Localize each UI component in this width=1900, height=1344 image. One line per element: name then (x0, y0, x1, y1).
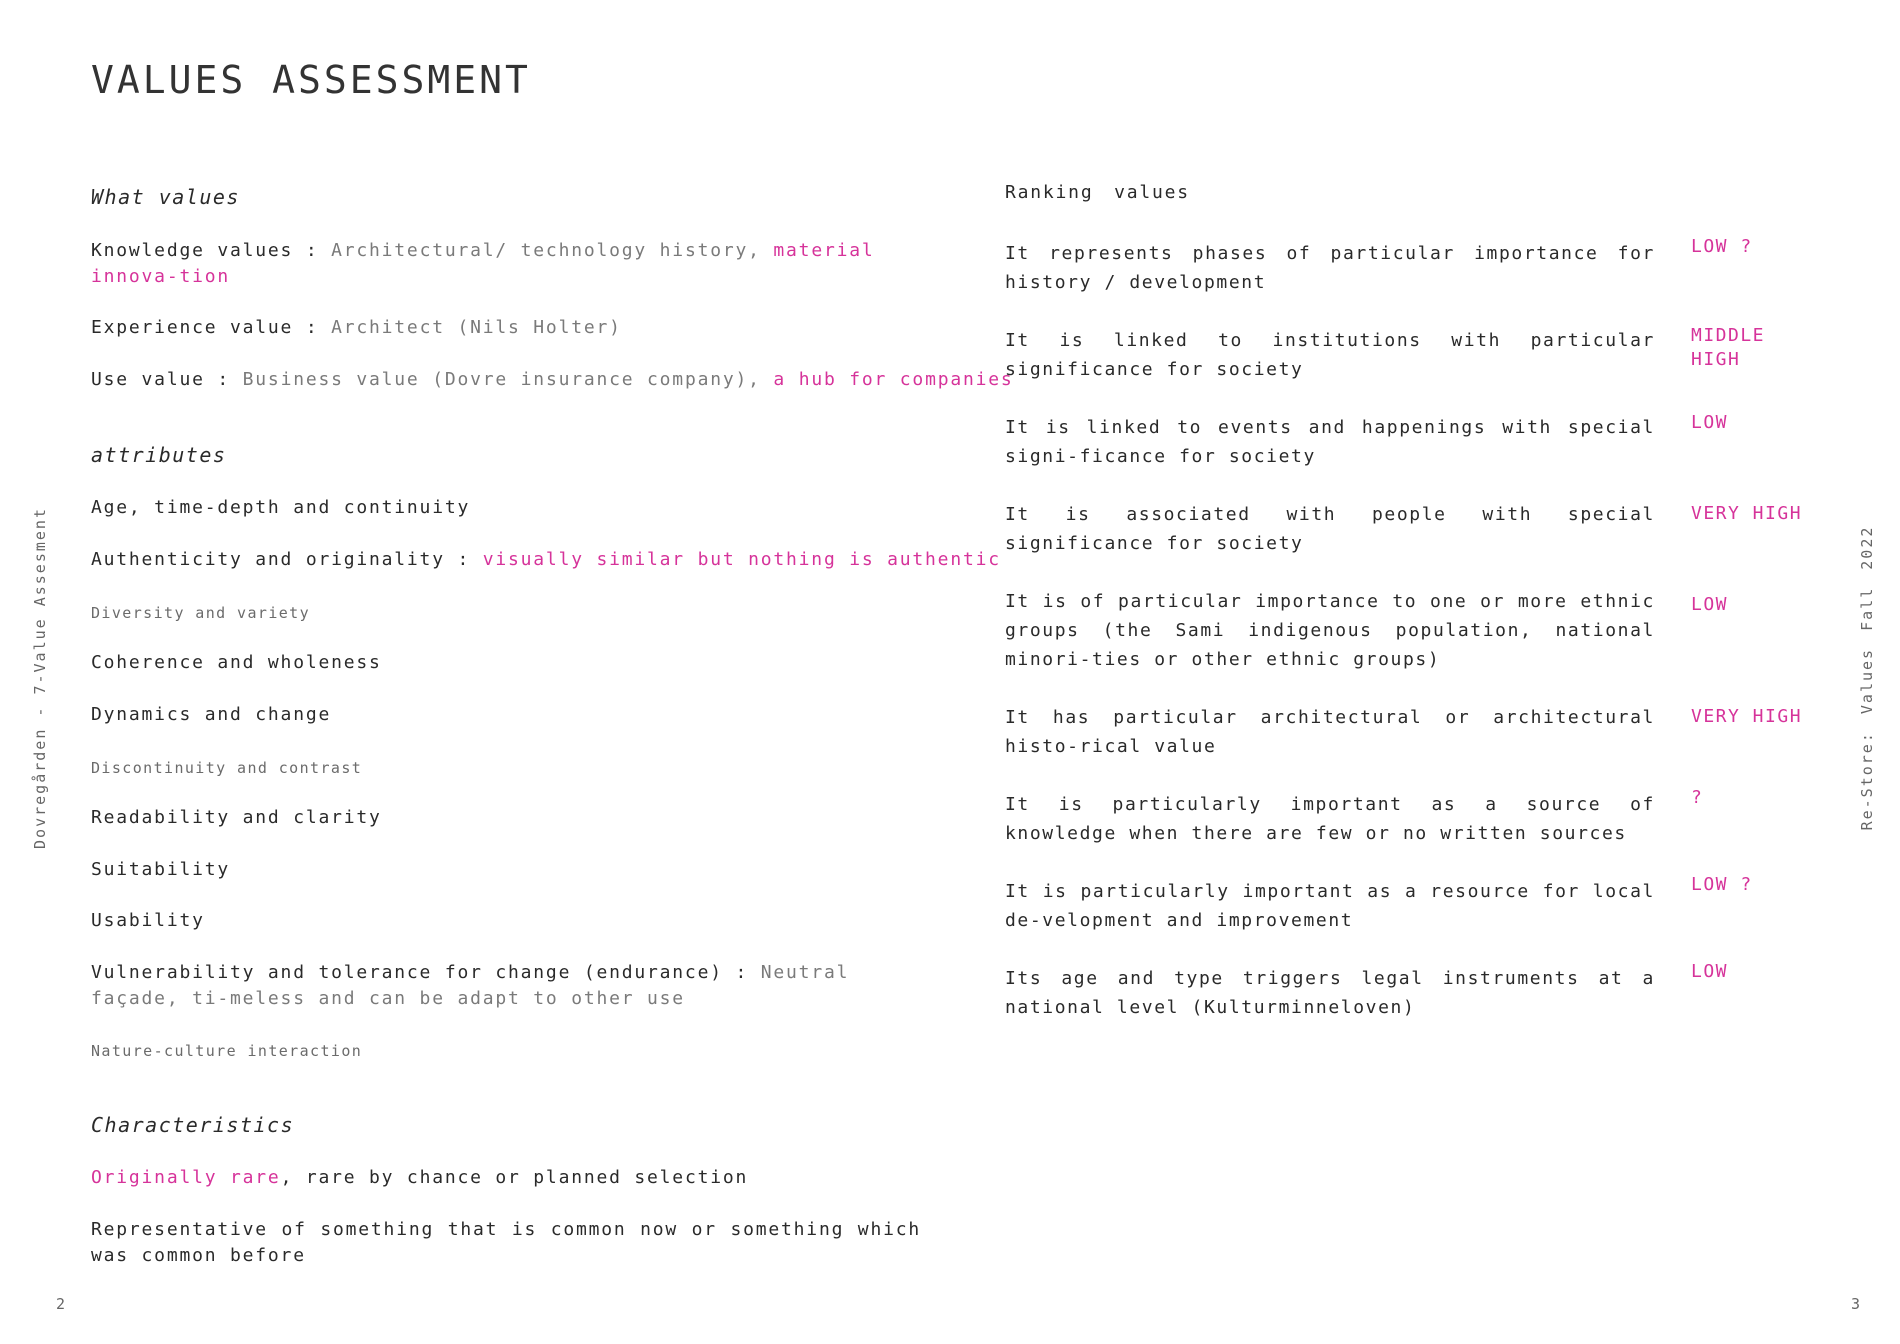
page-number-left: 2 (56, 1295, 66, 1313)
ranking-level: VERY HIGH (1691, 706, 1803, 727)
ranking-level: LOW ? (1691, 874, 1753, 895)
authenticity-label: Authenticity and originality : (91, 549, 471, 570)
ranking-criterion: It is particularly important as a resource for local de-velopment and improvement (1005, 881, 1655, 931)
ranking-level: LOW ? (1691, 236, 1753, 257)
characteristic-representative: Representative of something that is common now or something which was common before (91, 1219, 921, 1266)
vulnerability-label: Vulnerability and tolerance for change (endurance) : (91, 962, 749, 983)
page-number-right: 3 (1851, 1295, 1861, 1313)
side-caption-right: Re-Store: Values Fall 2022 (1858, 525, 1876, 831)
attribute-vulnerability (91, 960, 921, 1012)
attribute-discontinuity: Discontinuity and contrast (91, 759, 363, 777)
ranking-criterion: It represents phases of particular importance for history / development (1005, 243, 1655, 293)
ranking-criterion: It is associated with people with special significance for society (1005, 504, 1655, 554)
ranking-values-heading: Ranking values (1005, 182, 1190, 203)
ranking-criterion: It is linked to institutions with particular significance for society (1005, 330, 1655, 380)
ranking-level: VERY HIGH (1691, 503, 1803, 524)
attribute-readability: Readability and clarity (91, 807, 382, 828)
vulnerability-detail: Neutral façade, ti-meless and can be adapt to other use (91, 962, 850, 1009)
rare-highlight: Originally rare (91, 1167, 281, 1188)
knowledge-values-detail: Architectural/ technology history, (331, 240, 761, 261)
attribute-age: Age, time-depth and continuity (91, 497, 471, 518)
ranking-criterion: It is linked to events and happenings with special signi-ficance for society (1005, 417, 1655, 467)
experience-value-label: Experience value : (91, 317, 319, 338)
attribute-diversity: Diversity and variety (91, 604, 311, 622)
page-title: VALUES ASSESSMENT (91, 58, 531, 102)
ranking-criterion: It has particular architectural or architectural histo-rical value (1005, 707, 1655, 757)
ranking-level: ? (1691, 787, 1704, 808)
ranking-level: MIDDLE HIGH (1691, 325, 1766, 370)
ranking-level: LOW (1691, 412, 1729, 433)
experience-value-detail: Architect (Nils Holter) (331, 317, 622, 338)
authenticity-highlight: visually similar but nothing is authentic (482, 549, 1001, 570)
use-value-line (91, 367, 1014, 393)
characteristics-heading: Characteristics (91, 1113, 295, 1137)
ranking-level: LOW (1691, 594, 1729, 615)
what-values-heading: What values (91, 185, 240, 209)
attributes-heading: attributes (91, 443, 227, 467)
use-value-label: Use value : (91, 369, 231, 390)
experience-value-line (91, 315, 622, 341)
characteristic-rare (91, 1165, 748, 1191)
attribute-authenticity (91, 547, 1001, 573)
side-caption-left: Dovregården - 7-Value Assesment (31, 507, 49, 849)
use-value-highlight: a hub for companies (773, 369, 1014, 390)
ranking-criterion: It is of particular importance to one or more ethnic groups (the Sami indigenous population, national minori-ties or other ethnic groups) (1005, 591, 1655, 670)
knowledge-values-label: Knowledge values : (91, 240, 319, 261)
ranking-level: LOW (1691, 961, 1729, 982)
attribute-nature-culture: Nature-culture interaction (91, 1042, 363, 1060)
rare-rest: , rare by chance or planned selection (280, 1167, 749, 1188)
attribute-coherence: Coherence and wholeness (91, 652, 382, 673)
attribute-usability: Usability (91, 910, 205, 931)
knowledge-values-line (91, 238, 921, 290)
attribute-dynamics: Dynamics and change (91, 704, 332, 725)
ranking-criterion: Its age and type triggers legal instruments at a national level (Kulturminneloven) (1005, 968, 1655, 1018)
knowledge-values-highlight: material innova-tion (91, 240, 875, 287)
attribute-suitability: Suitability (91, 859, 231, 880)
ranking-criterion: It is particularly important as a source of knowledge when there are few or no written sources (1005, 794, 1655, 844)
use-value-detail: Business value (Dovre insurance company), (242, 369, 761, 390)
